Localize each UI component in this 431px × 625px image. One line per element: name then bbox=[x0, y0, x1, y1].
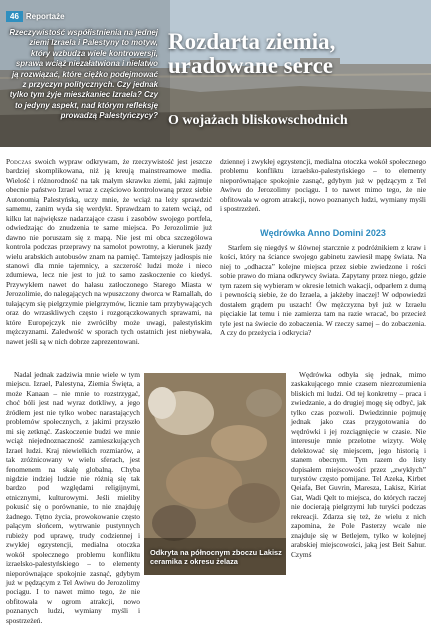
paragraph: Nadal jednak zadziwia mnie wiele w tym miejscu. Izrael, Palestyna, Ziemia Święta, a może Kanaan – nie mnie to rozstrzygać, choć bóli jest nad wyraz dotkliwy, a jego źródłem jest nie tylko wobec narastających problemów społecznych, z jakimi przyszło mi się zetknąć. Zaskoczenie budzi we mnie wciąż niejednoznaczność zamieszkujących Izrael ludzi. Kraj niewielkich rozmiarów, a tak zróżnicowany w wielu sferach, jest fenomenem na skalę globalną. Chyba nigdzie indziej ludzie nie różnią się tak bardzo pod względami religijnymi, etnicznymi, kulturowymi. Jeśli mieliby pokusić się o porównanie, to nie znajduję żadnego. Tętno życia, prowokowanie często palącym słońcem, wytrwanie pustynnych rubieży pod uprawę, trudy codziennej i zwykłej egzystencji, medialna otoczka wokół społecznego problemu konfliktu izraelsko-palestyńskiego – to elementy nieporównające spokojnie zasnąć, gdybym już w pędzącym z Tel Awiwu do Jerozolimy pociągu. I to nawet mimo tego, że nie obfitowała w ogrom atrakcji, nowo poznanych ludzi, wymiany myśli i spostrzeżeń. bbox=[6, 370, 140, 625]
section-heading: Wędrówka Anno Domini 2023 bbox=[260, 228, 386, 238]
paragraph: dziennej i zwykłej egzystencji, medialna otoczka wokół społecznego problemu konfliktu izraelsko-palestyńskiego – to elementy nieporównające spokojnie zasnąć, gdybym już w pędzącym z Tel Awiwu do Jerozolimy pociągu. I to nawet mimo tego, że nie obfitowała w ogrom atrakcji, nowo poznanych ludzi, wymiany myśli i spostrzeżeń. bbox=[220, 157, 426, 214]
photo-caption: Odkryta na północnym zboczu Lakisz ceramika z okresu żelaza bbox=[150, 548, 282, 567]
paragraph bbox=[6, 157, 212, 346]
article-title: Rozdarta ziemia, uradowane serce bbox=[168, 29, 336, 78]
column-1-lower bbox=[6, 370, 140, 625]
article-subtitle: O wojażach bliskowschodnich bbox=[168, 113, 348, 128]
article-lead: Rzeczywistość współistnienia na jednej ziemi Izraela i Palestyny to motyw, który wzbudza wiele kontrowersji, sprawa wciąż niezałatwiona i nielatwo ją rozwiązać, które ciężko podejmować z przyczyn politycznych. Czy jednak tylko tym żyje mieszkaniec Izraela? Czy to jedyny aspekt, nad którym refleksję prowadzą Palestyńczycy? bbox=[9, 28, 158, 121]
paragraph: Starfem się niegdyś w ślównej starcznie z podróżnikiem z kraw i kości, który na ściance swojego gabinetu zawiesił mapę świata. Na niej to „odhacza” kolejne miejsca przez siebie zwiedzone i rości sobie prawo do miana odkrywcy świata. Zapytany przez niego, gdzie tym razem się wybieram w okresie letnich wakacji, odparłem z dumą i pewnością siebie, że do Izraela, a jakżeby inaczej! W odpowiedzi dostałem grądem pu uszach! Ów mężczyzna był już w Izraelu pięciakie lat temu i nie zamierza tam na razie wracać, bo przecież tyle jest na świecie do zobaczenia. W rzeczy samej – do zobaczenia. A czy do przeżycia i odkrycia? bbox=[220, 243, 426, 338]
section-name: Reportaże bbox=[25, 11, 65, 21]
hero-image bbox=[0, 0, 431, 147]
paragraph: Wędrówka odbyła się jednak, mimo zaskakującego mnie czasem niezrozumienia bliskich mi ludzi. Od tej konkretny – praca i zwiedzanie, a do drugiej mogę się odbyć, jak tylko czas pozwoli. Dwiedzinnie pojmuję jednak jako czas przygotowania do wędrówki i jej rozciągnięcie w czasie. Nie interesuje mnie przelotne wizyty. Wolę delektować się miejscem, jego historią i stanem obecnym. Tym razem do listy dopisałem miejscowości przez „zwykłych” turystów często pomijane. Tel Azeka, Kirbet Qeiafa, Bet Guvrin, Maresza, Lakisz, Kiriat Gat, Wadi Qelt to miejsca, do których raczej nie docierają pielgrzymi lub turyści podczas rekreacji. Zdarza się też, że wielu z nich zapomina, że Pole Pasterzy wcale nie znajduje się w Betlejem, tylko w kolejnej arabskiej miejscowości, jaką jest Beit Sahur. Czymś bbox=[291, 370, 426, 559]
column-3 bbox=[220, 243, 426, 370]
column-3-lower bbox=[291, 370, 426, 594]
paragraph-text: swoich wypraw odkrywam, że rzeczywistość jest jeszcze bardziej skomplikowana, niż ją kreują mainstreamowe media. Wielość i różnorodność na tak małym skrawku ziemi, jaki zajmuje obecnie państwo Izrael wraz z częściowo kontrolowaną przez siebie Autonomią Palestyńską, uczy mnie, że wciąż na leży sprawdzić samemu, zanim wyda się werdykt. Sprawdzam to zatem wciąż, od kilku lat największe nadarzające czasu i zasobów swojego portfela, odwiedzając do znudzenia te same miejsca. Po Jerozolimie już dawno nie poruszam się z mapą. Nie jest mi obca szczególowa kontrola podczas przeprawy na samolot powrotny, a kierunek jazdy wielu arabskich autobusów znam na pamięć. Tamtejszy jadłospis nie stanowi dla mnie tajemnicy, a szczerość ludzi może i nieco zdumiewa, lecz nie jest to już to samo zaskoczenie co kiedyś. Przywykłem nawet do hałasu zatłoczonego Starego Miasta w Jerozolimie, do nalegających na wpuszczony dworca w Ramallah, do tułającym się pielgrzymie pielgrzymów, licznie tam przybywających oraz do wrzaskliwych często i rozgorączkowanych sprawami, na które Europejczyk nie zwróciłby może uwagi, palestyńskim mężczyznami. Zaledwość w sporach tych ostatnich jest niebywała, nawet jeśli są w nich dobrze zaprezentowani. bbox=[6, 157, 212, 346]
section-header bbox=[6, 10, 70, 22]
column-2 bbox=[220, 157, 426, 223]
page-number: 46 bbox=[6, 11, 23, 22]
paragraph-first-word: Podczas bbox=[6, 157, 32, 166]
ceramics-photo-image bbox=[144, 373, 286, 575]
column-1 bbox=[6, 157, 212, 369]
ceramics-photo bbox=[144, 373, 286, 575]
